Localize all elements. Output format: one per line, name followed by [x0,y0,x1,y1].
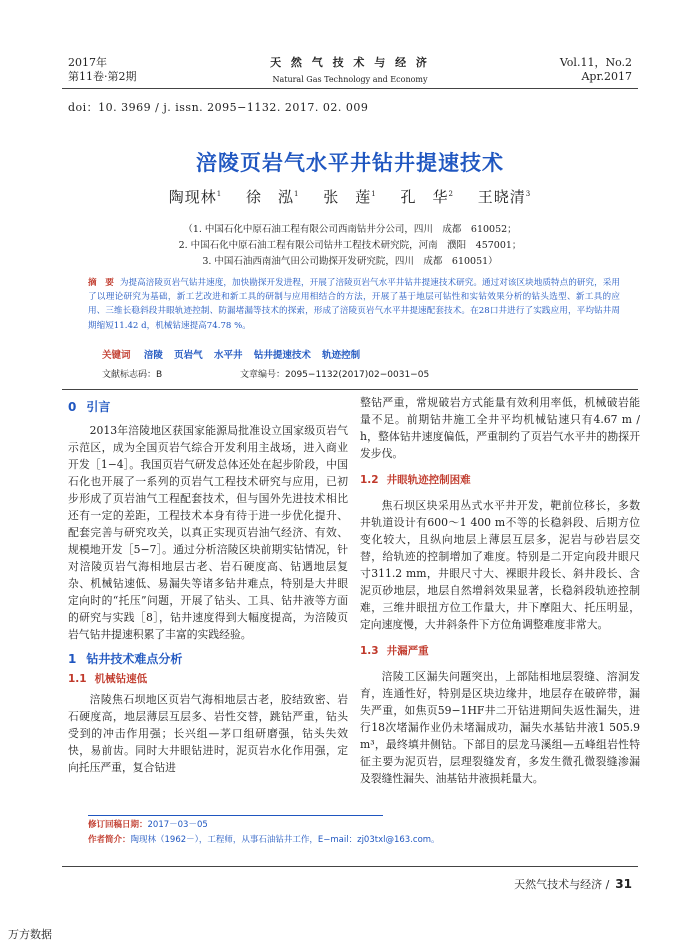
doi: doi：10. 3969 / j. issn. 2095−1132. 2017. 02. 009 [68,101,369,114]
section-paragraph: 焦石坝区块采用丛式水平井开发，靶前位移长，多数井轨道设计有600～1 400 m不等的长稳斜段、后期方位变化较大，且纵向地层上薄层互层多，泥岩与砂岩层交替，给轨迹的控制增加了难度。特别是二开定向段井眼尺寸311.2 mm，井眼尺寸大、裸眼井段长、斜井段长、含泥页砂地层，地层自然增斜效果显著，长稳斜段轨迹控制难，三维井眼扭方位工作量大，井下摩阻大、托压明显，定向速度慢，大井斜条件下方位角调整难度非常大。 [360,499,640,631]
affiliation-3: 3. 中国石油西南油气田公司勘探开发研究院，四川 成都 610051） [202,256,498,267]
page-number: 31 [615,877,632,891]
revised-date: 修订回稿日期：2017－03－05 [88,820,208,830]
watermark: 万方数据 [8,928,52,941]
page-footer [514,876,632,892]
section-paragraph: 涪陵工区漏失问题突出，上部陆相地层裂缝、溶洞发育，连通性好，特别是区块边缘井，地层存在破碎带，漏失严重，如焦页59−1HF井二开钻进期间失返性漏失，进行18次堵漏作业仍未堵漏成功，漏失水基钻井液1 505.9 m³，最终填井侧钻。下部目的层龙马溪组—五峰组岩性特征主要为泥页岩，层理裂缝发育，多发生微孔微裂缝渗漏及裂缝性漏失、油基钻井液损耗量大。 [360,670,640,785]
journal-title-en: Natural Gas Technology and Economy [272,75,428,84]
header-center [200,56,500,86]
keywords-label: 关键词 [102,350,131,361]
header-vol-issue-cn: 第11卷·第2期 [68,70,137,83]
subsection-heading: 1.3 井漏严重 [360,645,429,657]
abstract [88,276,620,333]
abstract-rule [62,389,638,390]
keyword: 页岩气 [174,350,203,361]
header-month: Apr.2017 [581,70,632,83]
subsection-heading: 1.1 机械钻速低 [68,673,148,685]
footnote-rule [88,815,383,816]
paper-title: 涪陵页岩气水平井钻井提速技术 [196,151,504,175]
section-heading: 0 引言 [68,400,111,414]
author: 孔 华$^2$ [400,188,454,206]
header-year: 2017年 [68,56,107,69]
keyword: 轨迹控制 [322,350,361,361]
section-paragraph: 整钻严重，常规破岩方式能量有效利用率低，机械破岩能量不足。前期钻井施工全井平均机械钻速只有4.67 m / h，整体钻井速度偏低，严重制约了页岩气水平井的勘探开发步伐。 [360,396,640,460]
header-rule [62,88,638,89]
header-left [68,56,137,84]
keyword: 钻井提速技术 [253,350,311,361]
author-bio: 作者简介：陶现林（1962－），工程师，从事石油钻井工作，E−mail：zj03txl@163.com。 [88,835,440,845]
affiliation-2: 2. 中国石化中原石油工程有限公司钻井工程技术研究院，河南 濮阳 457001； [178,240,522,251]
header-right [560,56,632,84]
header-vol-issue-en: Vol.11，No.2 [559,56,632,69]
journal-title-cn: 天 然 气 技 术 与 经 济 [270,56,430,69]
author-list [0,186,700,207]
author: 张 莲$^1$ [323,188,377,206]
author: 徐 泓$^1$ [245,188,300,206]
abstract-text: 为提高涪陵页岩气钻井速度，加快勘探开发进程，开展了涪陵页岩气水平井钻井提速技术研究。通过对该区块地质特点的研究，采用了以理论研究为基础，新工艺改进和新工具的研制与应用相结合的方法，开展了基于地层可钻性和实钻效果分析的钻头选型、新工具的应用、三维长稳斜段井眼轨迹控制、防漏堵漏等技术的探索，形成了涪陵页岩气水平井提速配套技术。在28口井进行了实践应用，平均钻井周期缩短11.42 d，机械钻速提高74.78 %。 [88,278,620,331]
abstract-label: 摘 要 [88,278,114,288]
keywords [102,347,368,361]
author: 陶现林$^1$ [168,188,223,206]
affiliation-1: （1. 中国石化中原石油工程有限公司西南钻井分公司，四川 成都 610052； [183,224,517,235]
section-paragraph: 涪陵焦石坝地区页岩气海相地层古老，胶结致密、岩石硬度高，地层薄层互层多、岩性交替，跳钻严重，钻头受到的冲击作用强；长兴组—茅口组研磨强，钻头失效快，易前齿。同时大井眼钻进时，泥页岩水化作用强，定向托压严重，复合钻进 [68,693,348,774]
keyword: 水平井 [213,350,243,361]
article-number: 文章编号：2095−1132(2017)02−0031−05 [240,370,430,380]
section-heading: 1 钻井技术难点分析 [68,652,183,666]
left-column [68,399,348,776]
footer-rule [62,866,638,867]
document-code: 文献标志码：B [102,370,163,380]
subsection-heading: 1.2 井眼轨迹控制困难 [360,474,471,486]
keyword: 涪陵 [143,350,163,361]
right-column [360,394,640,787]
author: 王晓清$^3$ [477,188,532,206]
intro-paragraph: 2013年涪陵地区获国家能源局批准设立国家级页岩气示范区，成为全国页岩气综合开发利用主战场，进入商业开发［1−4］。我国页岩气研发总体还处在起步阶段，中国石化也开展了一系列的页岩气工程技术研究与应用，已初步形成了页岩油气工程配套技术，但与国外先进技术相比还有一定的差距，工程技术本身有待于进一步优化提升、配套完善与研究攻关，以真正实现页岩油气经济、有效、规模地开发［5−7］。通过分析涪陵区块前期实钻情况，针对涪陵页岩气海相地层古老、岩石硬度高、钻遇地层复杂、机械钻速低、易漏失等诸多钻井难点，特别是大井眼定向时的“托压”问题，开展了钻头、工具、钻井液等方面的研究与实践［8］，钻井速度得到大幅度提高，为涪陵页岩气钻井提速积累了丰富的实践经验。 [68,424,348,641]
footer-journal: 天然气技术与经济 / [514,878,610,891]
